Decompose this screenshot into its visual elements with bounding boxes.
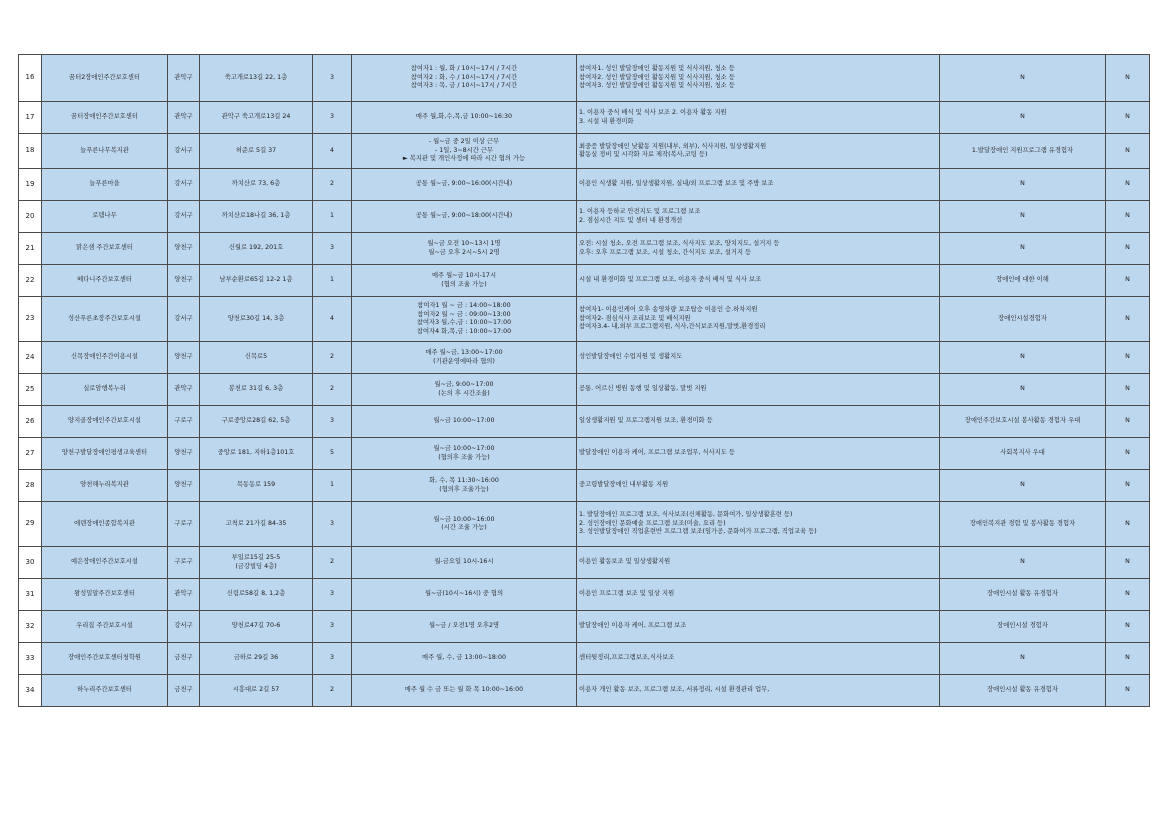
cell-facility-name: 양천해누리복지관 <box>42 470 168 502</box>
cell-district: 금천구 <box>168 643 200 675</box>
cell-staff-count: 1 <box>313 265 352 297</box>
cell-staff-count: 1 <box>313 201 352 233</box>
cell-district: 구로구 <box>168 502 200 547</box>
cell-preference: 장애인에 대한 이해 <box>940 265 1106 297</box>
cell-line: 참여자1. 성인 발달장애인 활동지원 및 식사지원, 청소 등 <box>579 65 735 73</box>
table-row <box>19 201 1150 233</box>
cell-line: 중고령발달장애인 내부활동 지원 <box>579 481 669 489</box>
table-row <box>19 675 1150 707</box>
cell-duties <box>577 406 940 438</box>
table-row <box>19 233 1150 265</box>
cell-address: 고척로 21가길 84-35 <box>200 502 313 547</box>
cell-line: (기관운영에따라 협의) <box>433 357 495 365</box>
cell-preference: 장애인시설 경험자 <box>940 611 1106 643</box>
cell-number: 22 <box>19 265 42 297</box>
table-row <box>19 374 1150 406</box>
table-row <box>19 438 1150 470</box>
cell-staff-count: 2 <box>313 675 352 707</box>
cell-staff-count: 2 <box>313 547 352 579</box>
cell-address: 금하로 29길 36 <box>200 643 313 675</box>
cell-line: 참여자2 : 화, 수 / 10시~17시 / 7시간 <box>410 73 518 81</box>
cell-line: 월~금(10시~16시) 중 협의 <box>424 590 504 598</box>
cell-facility-name: 신목장애인주간이용시설 <box>42 342 168 374</box>
cell-address: 까치산로 73, 6층 <box>200 169 313 201</box>
cell-number: 23 <box>19 297 42 342</box>
cell-line: 3. 시설 내 환경미화 <box>579 117 634 125</box>
cell-duties <box>577 438 940 470</box>
cell-line: 월~금 / 오전1명 오후2명 <box>428 622 500 630</box>
facility-table <box>18 54 1150 707</box>
cell-number: 34 <box>19 675 42 707</box>
cell-duties <box>577 547 940 579</box>
cell-line: (시간 조율 가능) <box>441 524 487 531</box>
cell-preference: N <box>940 643 1106 675</box>
cell-preference: 장애인시설 활동 유경험자 <box>940 675 1106 707</box>
cell-line: 월~금 10:00~17:00 <box>433 417 495 425</box>
cell-preference: N <box>940 374 1106 406</box>
cell-schedule <box>352 169 577 201</box>
cell-line: 최중증 발달장애인 낮활동 지원(내부, 외부), 식사지원, 일상생활지원 <box>579 142 767 150</box>
table-row <box>19 265 1150 297</box>
cell-district: 강서구 <box>168 611 200 643</box>
cell-address: 시흥대로 2길 57 <box>200 675 313 707</box>
cell-line: (협의 조율 가능) <box>441 280 487 288</box>
cell-line: 참여자4 화,목,금 : 10:00~17:00 <box>416 327 512 335</box>
cell-schedule <box>352 201 577 233</box>
cell-staff-count: 3 <box>313 643 352 675</box>
cell-address: 목동동로 159 <box>200 470 313 502</box>
cell-staff-count: 3 <box>313 611 352 643</box>
cell-schedule <box>352 102 577 134</box>
cell-preference: N <box>940 547 1106 579</box>
cell-facility-name: 양천구발달장애인평생교육센터 <box>42 438 168 470</box>
cell-line: 매주 월 수 금 또는 월 화 목 10:00~16:00 <box>404 686 524 694</box>
cell-preference: N <box>940 55 1106 102</box>
cell-line: 매주 월~금, 13:00~17:00 <box>425 349 503 356</box>
table-row <box>19 547 1150 579</box>
cell-schedule <box>352 611 577 643</box>
cell-duties <box>577 643 940 675</box>
cell-schedule <box>352 502 577 547</box>
cell-number: 21 <box>19 233 42 265</box>
cell-line: 오후: 오후 프로그램 보조, 시설 청소, 간식지도 보조, 설거지 등 <box>579 248 752 256</box>
cell-line: 참여자3.4- 내,외부 프로그램지원, 식사,간식보조지원,말벗,환경정리 <box>579 323 766 331</box>
cell-duties <box>577 342 940 374</box>
cell-duties <box>577 134 940 169</box>
cell-staff-count: 5 <box>313 438 352 470</box>
cell-duties <box>577 374 940 406</box>
cell-district: 강서구 <box>168 297 200 342</box>
cell-number: 31 <box>19 579 42 611</box>
cell-flag: N <box>1106 233 1150 265</box>
cell-staff-count: 3 <box>313 233 352 265</box>
cell-duties <box>577 297 940 342</box>
cell-duties <box>577 55 940 102</box>
cell-facility-name: 양지골장애인주간보호시설 <box>42 406 168 438</box>
cell-line: 매주 월,화,수,목,금 10:00~16:30 <box>415 113 513 121</box>
cell-line: (협의후 조율 가능) <box>438 453 490 461</box>
cell-facility-name: 왕성밀알주간보호센터 <box>42 579 168 611</box>
table-row <box>19 102 1150 134</box>
cell-schedule <box>352 297 577 342</box>
cell-schedule <box>352 134 577 169</box>
cell-district: 강서구 <box>168 134 200 169</box>
cell-district: 금천구 <box>168 675 200 707</box>
cell-facility-name: 우리집 주간보호시설 <box>42 611 168 643</box>
cell-duties <box>577 265 940 297</box>
cell-facility-name: 늘푸른나무복지관 <box>42 134 168 169</box>
cell-district: 관악구 <box>168 374 200 406</box>
cell-flag: N <box>1106 265 1150 297</box>
cell-address: 신림로58길 8, 1,2층 <box>200 579 313 611</box>
cell-line: 이용인 식생활 지원, 일상생활지원, 실내/외 프로그램 보조 및 주방 보조 <box>579 180 774 188</box>
cell-schedule <box>352 55 577 102</box>
cell-schedule <box>352 547 577 579</box>
cell-line: - 1일, 3~8시간 근무 <box>435 146 493 154</box>
cell-staff-count: 3 <box>313 502 352 547</box>
cell-preference: N <box>940 201 1106 233</box>
cell-line: (금강빌딩 4층) <box>235 562 277 570</box>
cell-flag: N <box>1106 643 1150 675</box>
cell-address: 구로중앙로28길 62, 5층 <box>200 406 313 438</box>
cell-line: 참여자2 월 ~ 금 : 09:00~13:00 <box>417 310 511 318</box>
table-row <box>19 55 1150 102</box>
cell-address: 남부순환로65길 12-2 1층 <box>200 265 313 297</box>
cell-number: 30 <box>19 547 42 579</box>
cell-line: 참여자3 : 목, 금 / 10시~17시 / 7시간 <box>410 82 518 90</box>
cell-flag: N <box>1106 201 1150 233</box>
table-row <box>19 297 1150 342</box>
cell-schedule <box>352 470 577 502</box>
table-row <box>19 579 1150 611</box>
cell-number: 25 <box>19 374 42 406</box>
cell-line: 공통 월~금, 9:00~18:00(시간내) <box>415 212 513 220</box>
table-row <box>19 502 1150 547</box>
cell-line: 시설 내 환경미화 및 프로그램 보조, 이용자 중식 배식 및 식사 보조 <box>579 276 762 284</box>
cell-facility-name: 성산푸른초장주간보호시설 <box>42 297 168 342</box>
cell-line: 오전: 시설 청소, 오전 프로그램 보조, 식사지도 보조, 양치지도, 설거지 등 <box>579 240 780 247</box>
cell-duties <box>577 675 940 707</box>
cell-district: 양천구 <box>168 470 200 502</box>
cell-staff-count: 4 <box>313 134 352 169</box>
cell-flag: N <box>1106 502 1150 547</box>
cell-district: 구로구 <box>168 406 200 438</box>
cell-flag: N <box>1106 675 1150 707</box>
cell-line: 참여자3 월,수,금 : 10:00~17:00 <box>416 319 512 326</box>
cell-preference: N <box>940 169 1106 201</box>
cell-staff-count: 3 <box>313 406 352 438</box>
cell-flag: N <box>1106 470 1150 502</box>
cell-facility-name: 꿈터장애인주간보호센터 <box>42 102 168 134</box>
cell-flag: N <box>1106 547 1150 579</box>
cell-address: 쑥고개로13길 22, 1층 <box>200 55 313 102</box>
cell-flag: N <box>1106 342 1150 374</box>
table-row <box>19 169 1150 201</box>
cell-preference: 1.발달장애인 지원프로그램 유경험자 <box>940 134 1106 169</box>
cell-line: 참여자3. 성인 발달장애인 활동지원 및 식사지원, 청소 등 <box>579 82 735 90</box>
cell-address: 관악구 쑥고개로13길 24 <box>200 102 313 134</box>
cell-flag: N <box>1106 169 1150 201</box>
cell-address: 허준로 5길 37 <box>200 134 313 169</box>
cell-address <box>200 547 313 579</box>
table-row <box>19 611 1150 643</box>
cell-facility-name: 하누리주간보호센터 <box>42 675 168 707</box>
cell-district: 강서구 <box>168 201 200 233</box>
cell-facility-name: 로뎀나무 <box>42 201 168 233</box>
cell-line: 일상생활지원 및 프로그램지원 보조, 환경미화 등 <box>579 417 713 425</box>
cell-line: 월~금 10:00~16:00 <box>433 515 495 523</box>
cell-line: 1. 발달장애인 프로그램 보조, 식사보조(신체활동, 문화여가, 일상생활훈련 등) <box>579 511 793 519</box>
cell-district: 관악구 <box>168 55 200 102</box>
cell-district: 양천구 <box>168 342 200 374</box>
cell-line: 공통. 어르신 병원 동행 및 일상활동, 말벗 지원 <box>579 385 707 393</box>
cell-line: 참여자2. 성인 발달장애인 활동지원 및 식사지원, 청소 등 <box>579 73 735 81</box>
cell-line: 1. 이용자 중식 배식 및 식사 보조 2. 이용자 활동 지원 <box>579 109 727 116</box>
cell-schedule <box>352 579 577 611</box>
cell-flag: N <box>1106 102 1150 134</box>
cell-flag: N <box>1106 297 1150 342</box>
cell-facility-name: 장애인주간보호센터청학원 <box>42 643 168 675</box>
cell-line: 부일로15길 25-5 <box>231 554 281 561</box>
cell-number: 19 <box>19 169 42 201</box>
cell-flag: N <box>1106 406 1150 438</box>
cell-preference: 장애인시설 활동 유경험자 <box>940 579 1106 611</box>
cell-duties <box>577 102 940 134</box>
cell-facility-name: 에덴장애인종합복지관 <box>42 502 168 547</box>
cell-duties <box>577 233 940 265</box>
cell-district: 양천구 <box>168 265 200 297</box>
cell-flag: N <box>1106 374 1150 406</box>
cell-staff-count: 2 <box>313 342 352 374</box>
cell-line: 매주 월~금 10시-17시 <box>431 272 497 279</box>
cell-line: 월-금요일 10시-16시 <box>434 558 494 566</box>
cell-schedule <box>352 438 577 470</box>
cell-duties <box>577 611 940 643</box>
cell-preference: 장애인복지관 경험 및 봉사활동 경험자 <box>940 502 1106 547</box>
cell-number: 32 <box>19 611 42 643</box>
cell-district: 양천구 <box>168 438 200 470</box>
cell-address: 신목로5 <box>200 342 313 374</box>
cell-duties <box>577 201 940 233</box>
cell-line: 참여자1- 이용인케어 오후 송영차량 보조탑승 이용인 승.하차지원 <box>579 306 758 314</box>
cell-district: 구로구 <box>168 547 200 579</box>
cell-staff-count: 3 <box>313 102 352 134</box>
cell-address: 봉천로 31길 6, 3층 <box>200 374 313 406</box>
cell-staff-count: 2 <box>313 374 352 406</box>
cell-number: 20 <box>19 201 42 233</box>
cell-line: 이용인 활동보조 및 일상생활지원 <box>579 558 671 566</box>
cell-line: 월~금 오후 2시~5시 2명 <box>428 248 500 256</box>
cell-line: 2. 성인장애인 문화예술 프로그램 보조(미술, 요리 등) <box>579 519 726 527</box>
cell-schedule <box>352 265 577 297</box>
cell-number: 24 <box>19 342 42 374</box>
cell-line: 매주 월, 수, 금 13:00~18:00 <box>422 654 506 662</box>
cell-flag: N <box>1106 579 1150 611</box>
cell-line: 참여자1 월 ~ 금 : 14:00~18:00 <box>417 302 511 309</box>
table-row <box>19 643 1150 675</box>
cell-number: 17 <box>19 102 42 134</box>
cell-flag: N <box>1106 611 1150 643</box>
cell-line: 참여자1 : 월, 화 / 10시~17시 / 7시간 <box>410 65 518 73</box>
cell-line: 월~금 오전 10~13시 1명 <box>427 240 501 247</box>
cell-address: 양천로30길 14, 3층 <box>200 297 313 342</box>
cell-schedule <box>352 342 577 374</box>
cell-schedule <box>352 374 577 406</box>
cell-preference: 사회복지사 우대 <box>940 438 1106 470</box>
cell-line: 월~금, 9:00~17:00 <box>434 381 494 388</box>
cell-preference: 장애인시설경험자 <box>940 297 1106 342</box>
cell-address: 양천로47길 70-6 <box>200 611 313 643</box>
cell-number: 16 <box>19 55 42 102</box>
cell-facility-name: 실로암행복누리 <box>42 374 168 406</box>
cell-schedule <box>352 406 577 438</box>
cell-line: 월~금 10:00~17:00 <box>433 445 495 452</box>
cell-number: 26 <box>19 406 42 438</box>
cell-line: (논의 후 시간조율) <box>438 389 490 397</box>
cell-duties <box>577 579 940 611</box>
cell-staff-count: 4 <box>313 297 352 342</box>
cell-preference: N <box>940 233 1106 265</box>
table-row <box>19 134 1150 169</box>
cell-staff-count: 2 <box>313 169 352 201</box>
table-row <box>19 406 1150 438</box>
cell-district: 관악구 <box>168 102 200 134</box>
cell-number: 29 <box>19 502 42 547</box>
cell-duties <box>577 169 940 201</box>
cell-flag: N <box>1106 438 1150 470</box>
cell-preference: N <box>940 342 1106 374</box>
cell-district: 강서구 <box>168 169 200 201</box>
cell-schedule <box>352 643 577 675</box>
cell-line: (협의후 조율가능) <box>439 485 489 493</box>
cell-facility-name: 예은장애인주간보호시설 <box>42 547 168 579</box>
cell-line: 3. 성인발달장애인 직업훈련반 프로그램 보조(임가공, 문화여가 프로그램, 직업교육 등) <box>579 528 817 536</box>
cell-facility-name: 맑은샘 주간보호센터 <box>42 233 168 265</box>
cell-number: 18 <box>19 134 42 169</box>
cell-flag: N <box>1106 55 1150 102</box>
table-row <box>19 342 1150 374</box>
cell-line: 이용자 개인 활동 보조, 프로그램 보조, 서류정리, 시설 환경관리 업무, <box>579 686 770 694</box>
cell-preference: N <box>940 470 1106 502</box>
cell-preference: 장애인주간보호시설 봉사활동 경험자 우대 <box>940 406 1106 438</box>
cell-duties <box>577 502 940 547</box>
cell-facility-name: 꿈터2장애인주간보호센터 <box>42 55 168 102</box>
cell-facility-name: 늘푸른마을 <box>42 169 168 201</box>
cell-staff-count: 1 <box>313 470 352 502</box>
cell-district: 양천구 <box>168 233 200 265</box>
cell-line: 활동실 정비 및 시각화 자료 제작(복사,코팅 등) <box>579 151 708 158</box>
cell-flag: N <box>1106 134 1150 169</box>
cell-line: 1. 이용자 등하교 안전지도 및 프로그램 보조 <box>579 208 701 215</box>
cell-district: 관악구 <box>168 579 200 611</box>
cell-line: 2. 점심시간 지도 및 센터 내 환경개선 <box>579 216 683 224</box>
cell-line: 공통 월~금, 9:00~16:00(시간내) <box>415 180 513 188</box>
cell-staff-count: 3 <box>313 579 352 611</box>
cell-address: 까치산로18나길 36, 1층 <box>200 201 313 233</box>
cell-schedule <box>352 233 577 265</box>
cell-line: - 월~금 중 2일 이상 근무 <box>428 138 500 146</box>
cell-line: 발달장애인 이용자 케어, 프로그램 보조업무, 식사지도 등 <box>579 449 735 457</box>
cell-line: ► 복지관 및 개인사정에 따라 시간 협의 가능 <box>402 155 526 163</box>
cell-line: 센터뒷정리,프로그램보조,식사보조 <box>579 654 675 662</box>
table-row <box>19 470 1150 502</box>
cell-line: 성인발달장애인 수업지원 및 생활지도 <box>579 353 683 361</box>
cell-number: 28 <box>19 470 42 502</box>
cell-address: 중앙로 181, 지하1층101호 <box>200 438 313 470</box>
cell-line: 발달장애인 이용자 케어, 프로그램 보조 <box>579 622 687 630</box>
cell-line: 참여자2- 점심식사 조리보조 및 배식지원 <box>579 314 691 322</box>
cell-facility-name: 베다니주간보호센터 <box>42 265 168 297</box>
cell-schedule <box>352 675 577 707</box>
cell-line: 이용인 프로그램 보조 및 일상 지원 <box>579 590 675 598</box>
cell-duties <box>577 470 940 502</box>
cell-number: 33 <box>19 643 42 675</box>
cell-line: 화, 수, 목 11:30~16:00 <box>429 477 499 484</box>
cell-staff-count: 3 <box>313 55 352 102</box>
cell-number: 27 <box>19 438 42 470</box>
cell-preference: N <box>940 102 1106 134</box>
cell-address: 신월로 192, 201호 <box>200 233 313 265</box>
